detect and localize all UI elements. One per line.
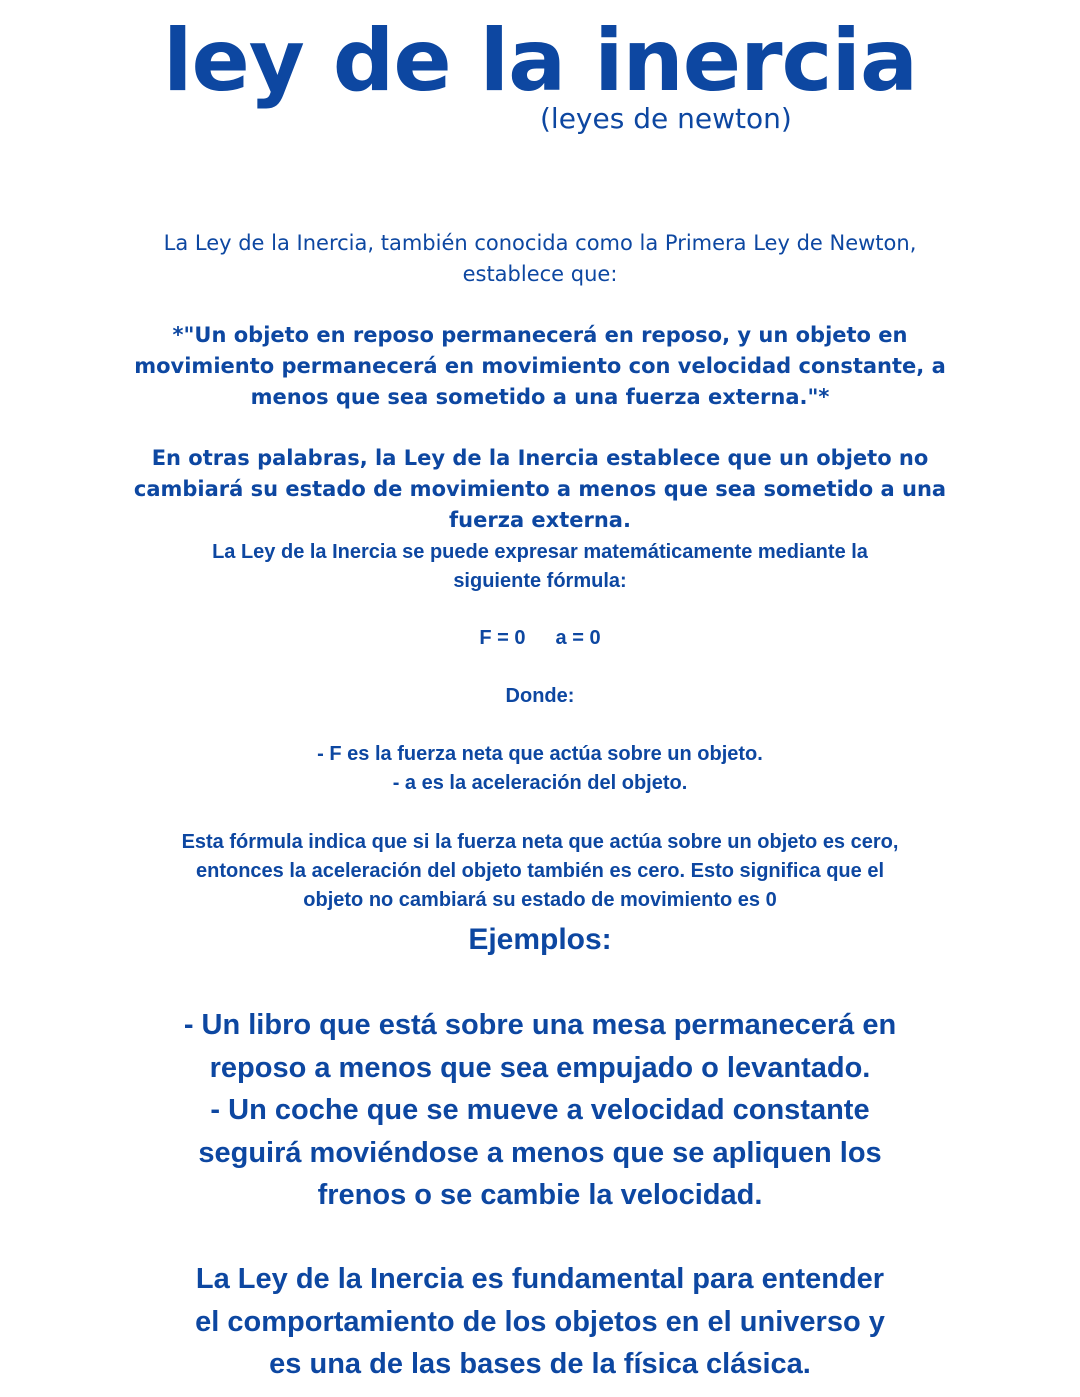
definitions-list bbox=[130, 740, 950, 798]
other-words-line: En otras palabras, la Ley de la Inercia establece que un objeto no bbox=[151, 446, 929, 470]
other-words-paragraph bbox=[130, 443, 950, 536]
math-intro-paragraph bbox=[130, 538, 950, 596]
example-line: seguirá moviéndose a menos que se apliquen los bbox=[198, 1136, 882, 1169]
intro-line: establece que: bbox=[462, 262, 618, 286]
other-words-line: fuerza externa. bbox=[449, 508, 631, 532]
page-title: ley de la inercia bbox=[162, 11, 918, 111]
example-line: - Un libro que está sobre una mesa permanecerá en bbox=[183, 1009, 897, 1041]
definition-item: - F es la fuerza neta que actúa sobre un objeto. bbox=[317, 743, 763, 765]
quote-line: movimiento permanecerá en movimiento con velocidad constante, a bbox=[134, 354, 946, 378]
formula bbox=[130, 624, 950, 653]
quote-line: menos que sea sometido a una fuerza externa."* bbox=[250, 385, 830, 409]
math-intro-line: siguiente fórmula: bbox=[453, 570, 627, 592]
page-subtitle: (leyes de newton) bbox=[540, 102, 792, 135]
conclusion-line: el comportamiento de los objetos en el universo y bbox=[195, 1305, 885, 1338]
example-line: reposo a menos que sea empujado o levantado. bbox=[209, 1051, 871, 1084]
conclusion-line: La Ley de la Inercia es fundamental para entender bbox=[195, 1263, 885, 1295]
example-line: - Un coche que se mueve a velocidad constante bbox=[210, 1094, 870, 1126]
explanation-line: Esta fórmula indica que si la fuerza neta que actúa sobre un objeto es cero, bbox=[181, 831, 899, 853]
intro-line: La Ley de la Inercia, también conocida como la Primera Ley de Newton, bbox=[163, 231, 917, 255]
other-words-line: cambiará su estado de movimiento a menos que sea sometido a una bbox=[133, 477, 947, 501]
donde-label: Donde: bbox=[505, 685, 575, 707]
definition-item: - a es la aceleración del objeto. bbox=[392, 772, 688, 794]
formula-force: F = 0 bbox=[479, 627, 526, 649]
explanation-paragraph bbox=[130, 828, 950, 915]
intro-paragraph bbox=[130, 228, 950, 290]
example-line: frenos o se cambie la velocidad. bbox=[317, 1179, 763, 1211]
conclusion-paragraph bbox=[110, 1258, 970, 1386]
conclusion-line: es una de las bases de la física clásica. bbox=[269, 1348, 811, 1380]
law-quote bbox=[130, 320, 950, 413]
examples-heading: Ejemplos: bbox=[468, 923, 612, 956]
explanation-line: objeto no cambiará su estado de movimiento es 0 bbox=[303, 889, 777, 911]
examples-list bbox=[110, 1004, 970, 1217]
formula-acceleration: a = 0 bbox=[555, 627, 601, 649]
math-intro-line: La Ley de la Inercia se puede expresar matemáticamente mediante la bbox=[212, 541, 868, 563]
quote-line: *"Un objeto en reposo permanecerá en reposo, y un objeto en bbox=[172, 323, 908, 347]
explanation-line: entonces la aceleración del objeto también es cero. Esto significa que el bbox=[196, 860, 884, 882]
